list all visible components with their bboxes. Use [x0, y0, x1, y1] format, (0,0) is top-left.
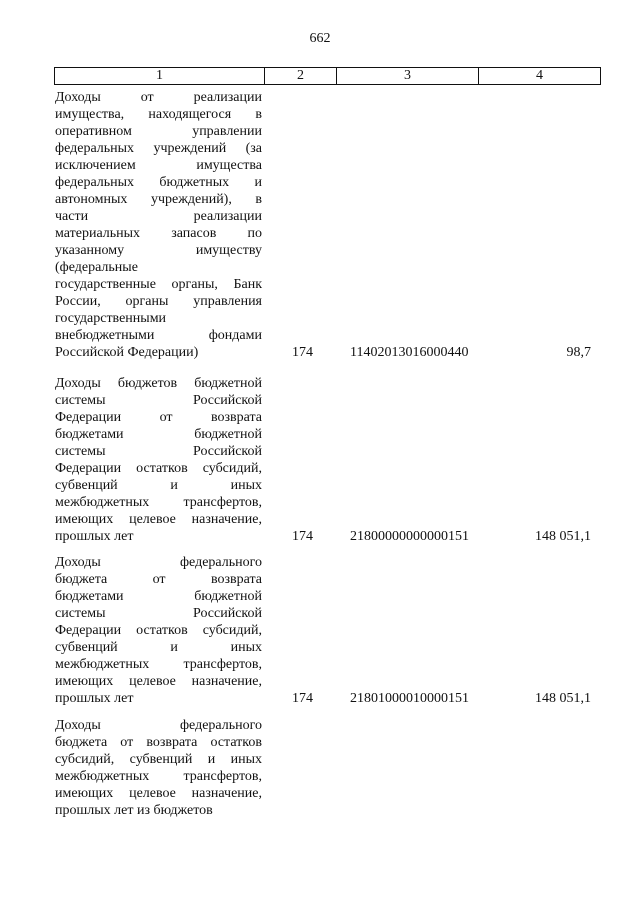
row-description-line: Федерации от возврата [55, 410, 262, 425]
row-description-line: системы Российской [55, 606, 262, 621]
row-kbk-code: 11402013016000440 [350, 345, 469, 360]
row-description-line: имеющих целевое назначение, [55, 512, 262, 527]
table-row [55, 717, 601, 819]
row-description-line: Доходы от реализации [55, 90, 262, 105]
row-description [55, 554, 262, 707]
row-description-line: субвенций и иных [55, 640, 262, 655]
row-description-line: Федерации остатков субсидий, [55, 461, 262, 476]
row-description-line: прошлых лет [55, 691, 134, 706]
header-col-1: 1 [55, 68, 265, 84]
row-admin-code: 174 [292, 529, 313, 544]
row-description-line: межбюджетных трансфертов, [55, 495, 262, 510]
row-description-line: системы Российской [55, 393, 262, 408]
row-description [55, 717, 262, 819]
row-description-line: части реализации [55, 209, 262, 224]
row-description-line: межбюджетных трансфертов, [55, 769, 262, 784]
row-description-line: имеющих целевое назначение, [55, 786, 262, 801]
header-col-2: 2 [265, 68, 337, 84]
row-description [55, 375, 262, 545]
row-description-line: бюджета от возврата остатков [55, 735, 262, 750]
row-description-line: (федеральные [55, 260, 138, 275]
row-kbk-code: 21800000000000151 [350, 529, 469, 544]
header-col-4: 4 [536, 68, 543, 83]
row-description-line: федеральных бюджетных и [55, 175, 262, 190]
row-description-line: России, органы управления [55, 294, 262, 309]
row-description [55, 89, 262, 361]
row-description-line: исключением имущества [55, 158, 262, 173]
row-description-line: внебюджетными фондами [55, 328, 262, 343]
row-description-line: имеющих целевое назначение, [55, 674, 262, 689]
row-description-line: бюджетами бюджетной [55, 427, 262, 442]
table-row [55, 554, 601, 707]
row-amount: 148 051,1 [535, 691, 591, 706]
table-row [55, 89, 601, 361]
row-description-line: государственными [55, 311, 167, 326]
row-description-line: федеральных учреждений (за [55, 141, 262, 156]
row-admin-code: 174 [292, 691, 313, 706]
row-amount: 98,7 [566, 345, 591, 360]
row-description-line: Доходы федерального [55, 718, 262, 733]
row-description-line: государственные органы, Банк [55, 277, 262, 292]
row-amount: 148 051,1 [535, 529, 591, 544]
header-col-3: 3 [337, 68, 479, 84]
row-description-line: имущества, находящегося в [55, 107, 262, 122]
row-description-line: прошлых лет [55, 529, 134, 544]
row-admin-code: 174 [292, 345, 313, 360]
row-description-line: бюджета от возврата [55, 572, 262, 587]
row-description-line: прошлых лет из бюджетов [55, 803, 213, 818]
page-number: 662 [309, 31, 331, 46]
row-description-line: материальных запасов по [55, 226, 262, 241]
row-description-line: Доходы федерального [55, 555, 262, 570]
row-description-line: Доходы бюджетов бюджетной [55, 376, 262, 391]
row-description-line: межбюджетных трансфертов, [55, 657, 262, 672]
row-description-line: оперативном управлении [55, 124, 262, 139]
row-description-line: Федерации остатков субсидий, [55, 623, 262, 638]
row-description-line: субвенций и иных [55, 478, 262, 493]
row-description-line: Российской Федерации) [55, 345, 199, 360]
row-kbk-code: 21801000010000151 [350, 691, 469, 706]
table-row [55, 375, 601, 545]
row-description-line: указанному имуществу [55, 243, 262, 258]
table-header [54, 67, 601, 85]
row-description-line: автономных учреждений), в [55, 192, 262, 207]
row-description-line: системы Российской [55, 444, 262, 459]
row-description-line: субсидий, субвенций и иных [55, 752, 262, 767]
row-description-line: бюджетами бюджетной [55, 589, 262, 604]
